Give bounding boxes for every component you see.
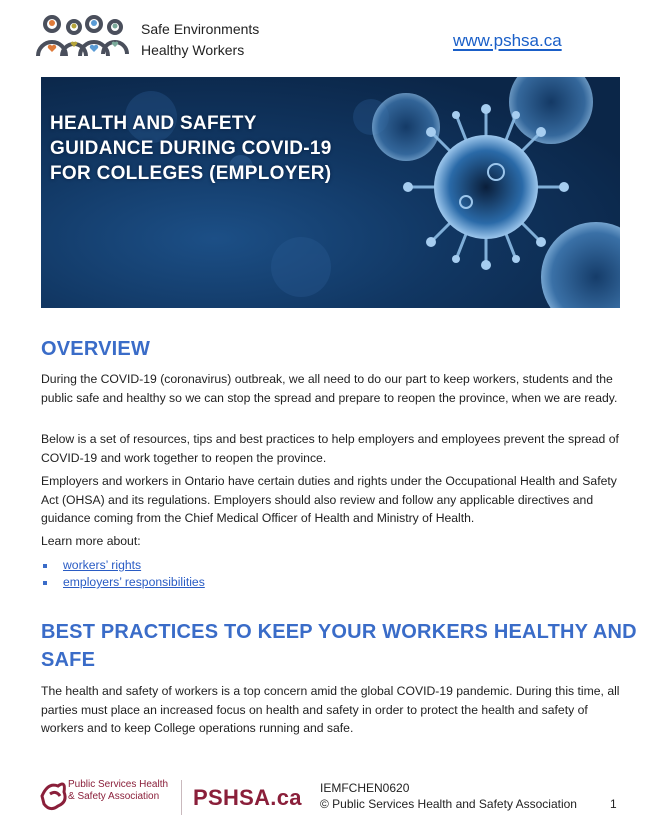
overview-heading: OVERVIEW (41, 338, 151, 360)
best-practices-paragraph: The health and safety of workers is a top concern amid the global COVID-19 pandemic. During this time, all parties must place an increased focus on health and safety in order to protect the health and safety of workers and to keep College operations running and safe. (41, 684, 620, 735)
employers-responsibilities-link[interactable]: employers’ responsibilities (63, 575, 205, 589)
hero-banner (41, 77, 620, 308)
footer-org-name (68, 779, 168, 803)
list-item (41, 574, 205, 591)
document-code: IEMFCHEN0620 (320, 781, 410, 795)
best-practices-heading: BEST PRACTICES TO KEEP YOUR WORKERS HEALTHY AND SAFE (41, 621, 637, 671)
footer-brand: PSHSA.ca (193, 785, 302, 810)
title-line-1: HEALTH AND SAFETY (50, 113, 257, 134)
square-bullet-icon (43, 564, 47, 568)
title-line-3: FOR COLLEGES (EMPLOYER) (50, 163, 332, 184)
org-line-2: & Safety Association (68, 791, 160, 802)
workers-rights-link[interactable]: workers’ rights (63, 558, 142, 572)
square-bullet-icon (43, 581, 47, 585)
safe-environments-logo-icon (36, 14, 132, 56)
copyright: © Public Services Health and Safety Association (320, 797, 577, 811)
document-title (50, 111, 332, 186)
tagline-line-1: Safe Environments (141, 21, 260, 37)
list-item (41, 557, 205, 574)
overview-paragraph-3: Employers and workers in Ontario have certain duties and rights under the Occupational Health and Safety Act (OHSA) and its regulations. Employers should also review and follow any applicable directives and guidance coming from the Chief Medical Officer of Health and Ministry of Health. (41, 474, 617, 525)
org-line-1: Public Services Health (68, 779, 169, 790)
website-link[interactable]: www.pshsa.ca (453, 31, 562, 50)
header-tagline (141, 19, 259, 61)
title-line-2: GUIDANCE DURING COVID-19 (50, 138, 332, 159)
page-number: 1 (610, 797, 617, 811)
learn-more-list (41, 557, 205, 591)
overview-paragraph-1: During the COVID-19 (coronavirus) outbreak, we all need to do our part to keep workers, students and the public safe and healthy so we can stop the spread and prepare to reopen the province, when we are ready. (41, 372, 618, 405)
footer-divider (181, 780, 182, 815)
learn-more-label: Learn more about: (41, 534, 141, 548)
overview-paragraph-2: Below is a set of resources, tips and best practices to help employers and employees prevent the spread of COVID-19 and work together to reopen the province. (41, 432, 619, 465)
tagline-line-2: Healthy Workers (141, 42, 245, 58)
